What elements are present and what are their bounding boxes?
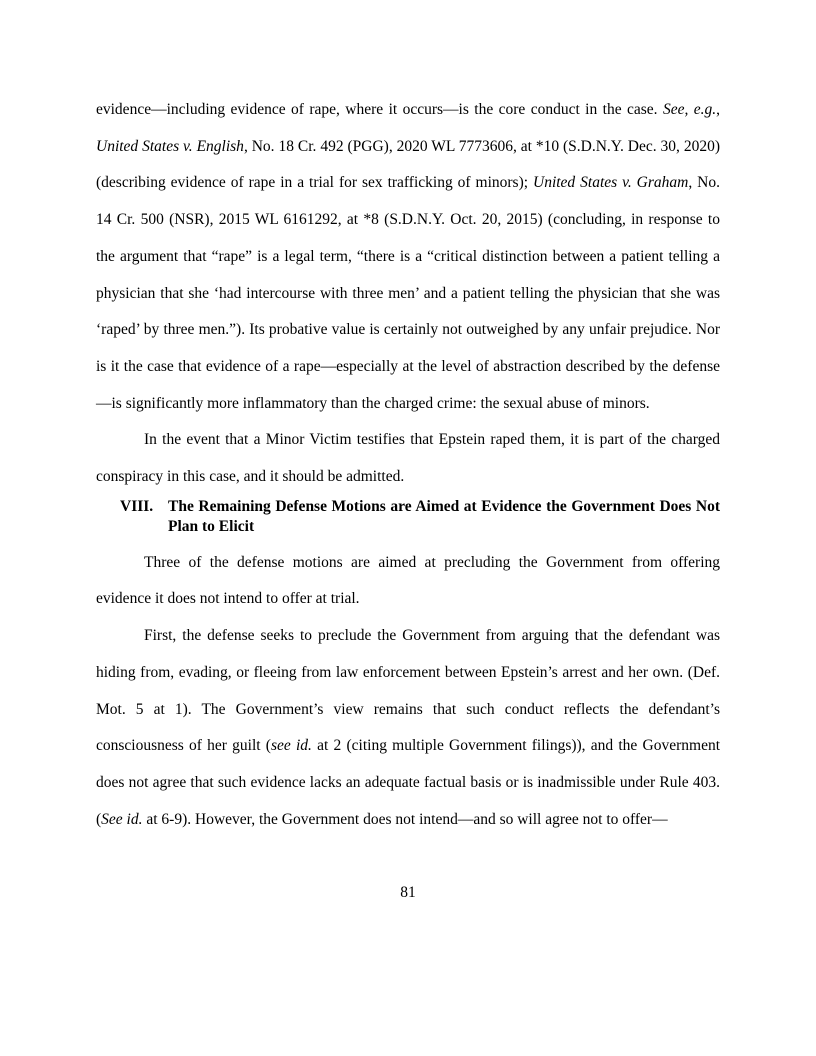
- paragraph-text: , No. 14 Cr. 500 (NSR), 2015 WL 6161292, at *8 (S.D.N.Y. Oct. 20, 2015) (concluding, in response to the argument that “rape” is a legal term, “there is a “critical distinction between a patient telling a physician that she ‘had intercourse with three men’ and a patient telling the physician that she was ‘raped’ by three men.”). Its probative value is certainly not outweighed by any unfair prejudice. Nor is it the case that evidence of a rape—especially at the level of abstraction described by the defense—is significantly more inflammatory than the charged crime: the sexual abuse of minors.: [96, 174, 720, 412]
- paragraph-rape-evidence: [96, 92, 720, 422]
- paragraph-minor-victim: In the event that a Minor Victim testifies that Epstein raped them, it is part of the charged conspiracy in this case, and it should be admitted.: [96, 431, 720, 486]
- page-number: 81: [400, 884, 416, 901]
- paragraph-text: at 6-9). However, the Government does not intend—and so will agree not to offer—: [142, 810, 668, 828]
- paragraph-text: , No. 18 Cr. 492 (PGG), 2020 WL 7773606, at *10 (S.D.N.Y. Dec. 30, 2020) (describing evidence of rape in a trial for sex trafficking of minors);: [96, 137, 720, 192]
- section-number: VIII.: [120, 497, 154, 515]
- paragraph-text: ,: [716, 101, 721, 118]
- case-name: United States v. Graham: [533, 174, 689, 192]
- case-name: United States v. English: [96, 137, 244, 155]
- citation-signal: See id.: [101, 810, 143, 828]
- paragraph-text: evidence—including evidence of rape, where it occurs—is the core conduct in the case.: [96, 101, 663, 118]
- paragraph-text: First, the defense seeks to preclude the Government from arguing that the defendant was hiding from, evading, or fleeing from law enforcement between Epstein’s arrest and her own. (Def. Mot. 5 at 1). The Government’s view remains that such conduct reflects the defendant’s consciousness of her guilt (: [96, 627, 720, 755]
- document-body: [96, 92, 720, 838]
- section-heading: [96, 497, 720, 545]
- citation-signal: See, e.g.: [662, 101, 717, 118]
- paragraph-text: at 2 (citing multiple Government filings)), and the Government does not agree that such evidence lacks an adequate factual basis or is inadmissible under Rule 403. (: [96, 737, 720, 828]
- paragraph-three-motions: Three of the defense motions are aimed at precluding the Government from offering evidence it does not intend to offer at trial.: [96, 553, 720, 608]
- citation-signal: see id.: [270, 737, 312, 755]
- paragraph-first-motion: [96, 618, 720, 838]
- section-title: The Remaining Defense Motions are Aimed at Evidence the Government Does Not Plan to Elicit: [168, 497, 720, 535]
